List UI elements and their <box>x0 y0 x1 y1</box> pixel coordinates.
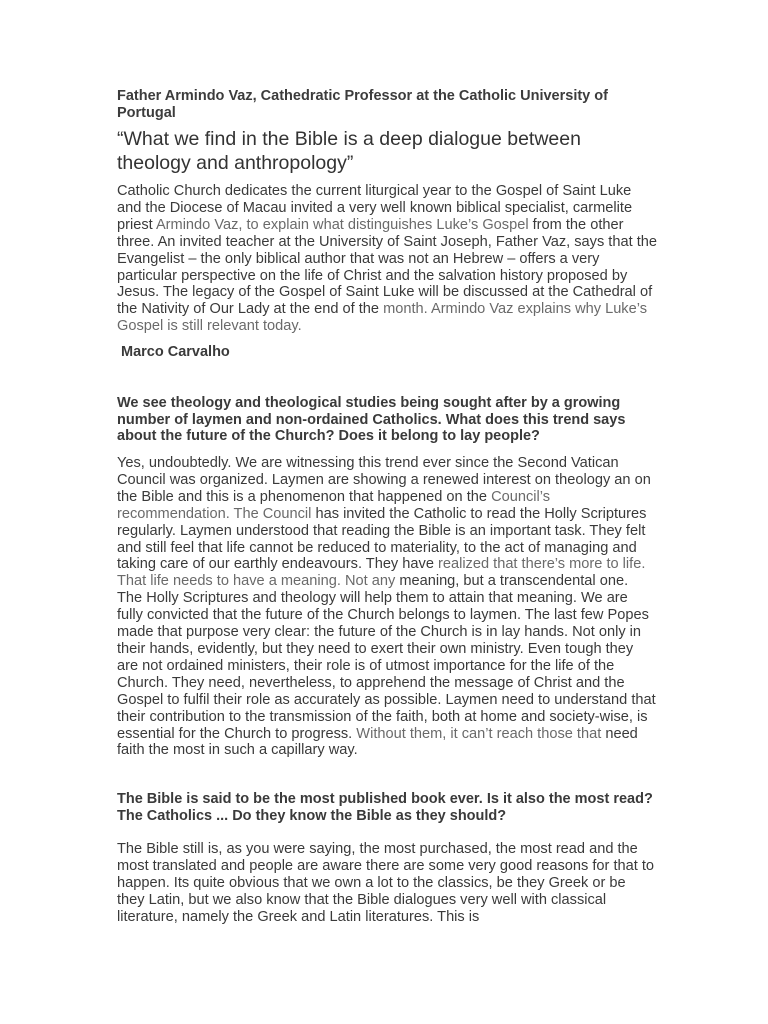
answer-text-light: Without them, it can’t reach those that <box>356 725 602 742</box>
article-intro <box>117 183 657 335</box>
intro-text: Catholic Church dedicates the current liturgical year to the Gospel of Saint Luke and the Diocese of Macau invited a very well known biblical specialist, carmelite priest <box>117 183 633 233</box>
answer-text: Yes, undoubtedly. We are witnessing this trend ever since the Second Vatican Council was organized. Laymen are showing a renewed interest on theology an on the Bible and this is a phenomenon that happened on the <box>117 455 651 505</box>
answer-text-light: realized that there’s more to life. That life needs to have a meaning. Not any <box>117 556 646 590</box>
intro-text: from the other three. An invited teacher at the University of Saint Joseph, Father Vaz, says that the Evangelist – the only biblical author that was not an Hebrew – offers a very particular perspective on the life of Christ and the salvation history proposed by Jesus. The legacy of the Gospel of Saint Luke will be discussed at the Cathedral of the Nativity of Our Lady at the end of the <box>117 216 657 318</box>
interview-question: We see theology and theological studies being sought after by a growing number of laymen and non-ordained Catholics. What does this trend says about the future of the Church? Does it belong to lay people? <box>117 395 626 445</box>
interview-answer <box>117 455 657 759</box>
article-byline: Father Armindo Vaz, Cathedratic Professor at the Catholic University of Portugal <box>117 88 608 121</box>
interview-answer: The Bible still is, as you were saying, the most purchased, the most read and the most translated and people are aware there are some very good reasons for that to happen. Its quite obvious that we own a lot to the classics, be they Greek or be they Latin, but we also know that the Bible dialogues very well with classical literature, namely the Greek and Latin literatures. This is <box>117 841 655 925</box>
article-headline: “What we find in the Bible is a deep dialogue between theology and anthropology” <box>117 128 581 174</box>
answer-text: need faith the most in such a capillary way. <box>117 725 638 759</box>
answer-text-light: Council’s recommendation. The Council <box>117 488 551 522</box>
interview-question: The Bible is said to be the most published book ever. Is it also the most read? The Catholics ... Do they know the Bible as they should? <box>117 791 653 824</box>
answer-text: meaning, but a transcendental one. The Holly Scriptures and theology will help them to attain that meaning. We are fully convicted that the future of the Church belongs to laymen. The last few Popes made that purpose very clear: the future of the Church is in lay hands. Not only in their hands, evidently, but they need to exert their own ministry. Even tough they are not ordained ministers, their role is of utmost importance for the life of the Church. They need, nevertheless, to apprehend the message of Christ and the Gospel to fulfil their role as accurately as possible. Laymen need to understand that their contribution to the transmission of the faith, both at home and society-wise, is essential for the Church to progress. <box>117 573 656 742</box>
article-author: Marco Carvalho <box>121 344 230 360</box>
intro-text-light: Armindo Vaz, to explain what distinguishes Luke’s Gospel <box>155 216 529 233</box>
intro-text-light: month. Armindo Vaz explains why Luke’s Gospel is still relevant today. <box>117 301 647 335</box>
answer-text: has invited the Catholic to read the Holly Scriptures regularly. Laymen understood that reading the Bible is an important task. They felt and still feel that life cannot be reduced to materiality, to the act of managing and taking care of our earthly endeavours. They have <box>117 505 647 573</box>
